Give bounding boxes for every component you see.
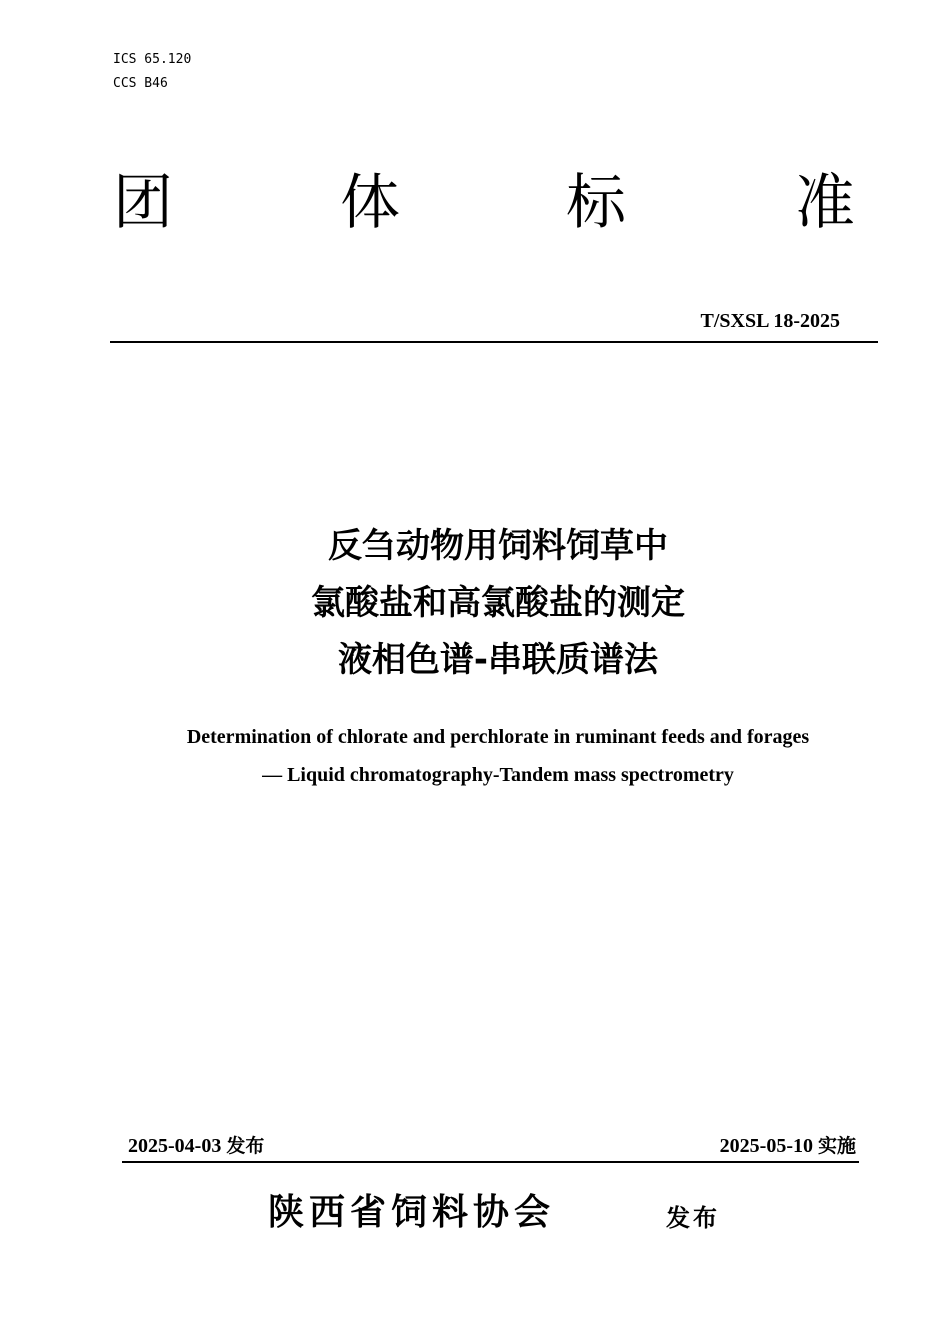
title-char: 体 [340, 168, 400, 238]
title-char: 团 [113, 168, 173, 238]
chinese-title-line: 氯酸盐和高氯酸盐的测定 [311, 583, 685, 623]
chinese-title [0, 518, 950, 689]
ccs-code: CCS B46 [113, 76, 168, 91]
standard-number: T/SXSL 18-2025 [700, 310, 840, 332]
publish-date-label: 发布 [226, 1135, 265, 1157]
implement-date-value: 2025-05-10 [719, 1135, 813, 1157]
english-title-line: Determination of chlorate and perchlorate in ruminant feeds and forages [186, 726, 810, 748]
title-char: 标 [566, 168, 626, 238]
chinese-title-line: 反刍动物用饲料饲草中 [328, 526, 668, 566]
header-divider [110, 341, 878, 343]
publish-date [128, 1133, 264, 1159]
title-char: 准 [795, 168, 855, 238]
implement-date-label: 实施 [817, 1135, 856, 1157]
implement-date [720, 1133, 856, 1159]
document-type-title [0, 168, 950, 238]
footer-divider [122, 1161, 859, 1163]
english-title-line: — Liquid chromatography-Tandem mass spectrometry [262, 764, 734, 786]
publish-date-value: 2025-04-03 [128, 1135, 222, 1157]
chinese-title-line: 液相色谱-串联质谱法 [337, 640, 659, 680]
publisher-name: 陕西省饲料协会 [268, 1192, 556, 1233]
publisher-publish-label: 发布 [666, 1204, 720, 1232]
classification-codes [113, 48, 191, 96]
ics-code: ICS 65.120 [113, 52, 192, 67]
english-title [0, 718, 950, 794]
